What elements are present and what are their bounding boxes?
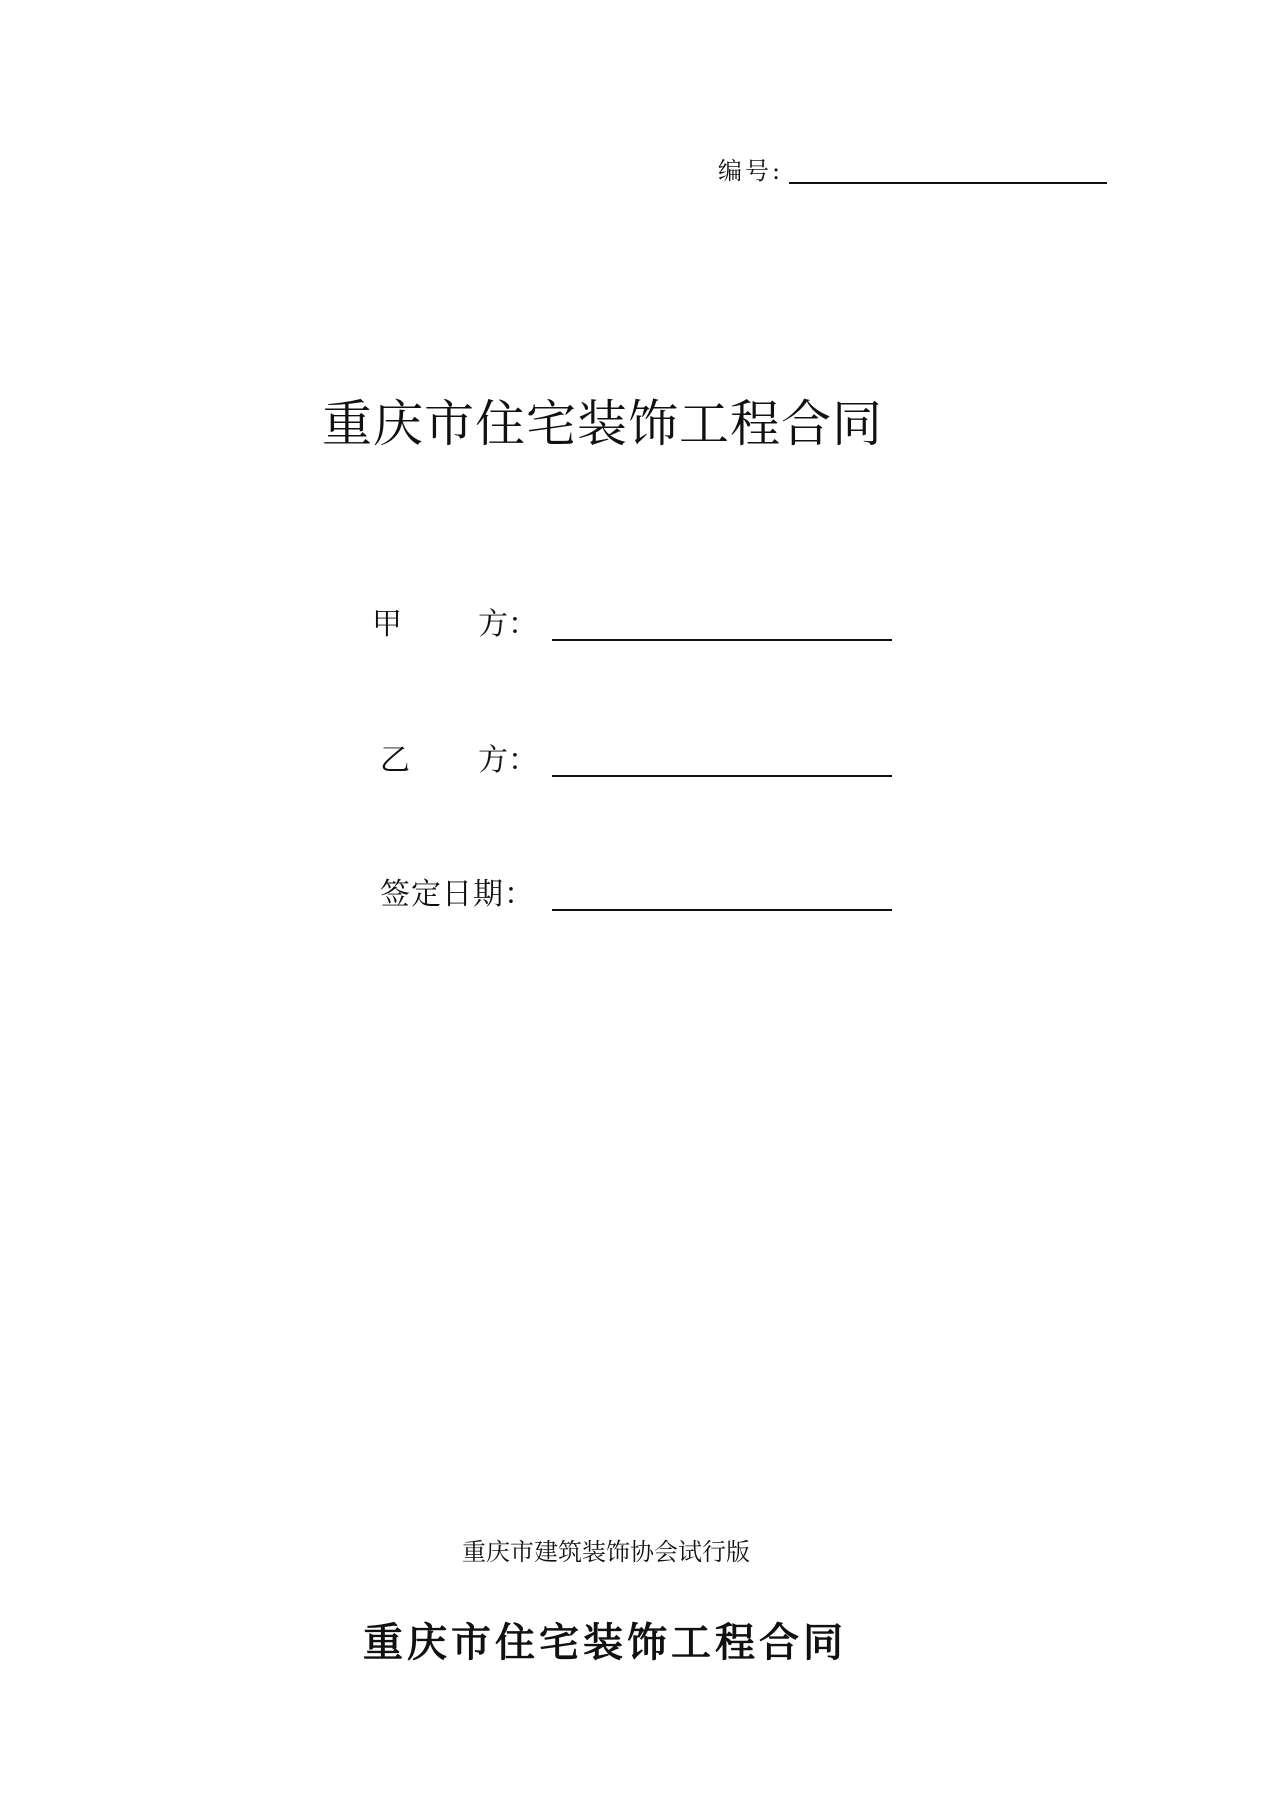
bottom-title: 重庆市住宅装饰工程合同	[363, 1619, 847, 1666]
party-a-label-first: 甲	[372, 607, 402, 642]
serial-number-label: 编号:	[718, 157, 784, 185]
party-b-blank-line	[552, 775, 892, 777]
document-title: 重庆市住宅装饰工程合同	[322, 395, 883, 453]
party-b-label	[372, 742, 552, 780]
serial-number-row	[718, 156, 1107, 186]
party-b-label-first: 乙	[380, 743, 410, 778]
sign-date-label: 签定日期：	[380, 877, 535, 912]
party-b-label-second: 方：	[478, 743, 538, 778]
serial-number-blank-line	[789, 182, 1107, 184]
party-a-row	[372, 606, 892, 644]
issuer-text: 重庆市建筑装饰协会试行版	[462, 1538, 750, 1566]
party-a-label-second: 方：	[478, 607, 538, 642]
sign-date-blank-line	[552, 909, 892, 911]
sign-date-row	[372, 876, 892, 914]
party-b-row	[372, 742, 892, 780]
party-a-label	[372, 606, 552, 644]
party-a-blank-line	[552, 639, 892, 641]
